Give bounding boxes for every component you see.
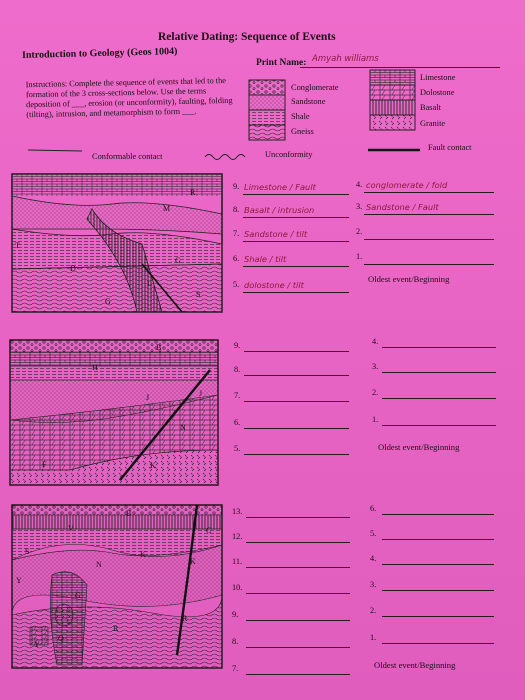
s1-row4-answer[interactable]: conglomerate / fold <box>366 180 448 190</box>
s2-row2-number: 2. <box>372 388 379 397</box>
s1-oldest-label: Oldest event/Beginning <box>368 274 450 284</box>
section2-label-f: F <box>42 460 47 469</box>
section1-label-g: G <box>175 256 181 265</box>
s3-row7-line[interactable] <box>246 674 350 675</box>
s1-row1-number: 1. <box>356 252 363 261</box>
s3-row8-number: 8. <box>232 637 239 646</box>
s3-row12-number: 12. <box>232 532 243 541</box>
legend-sandstone: Sandstone <box>291 97 326 106</box>
s1-row7-line <box>243 241 349 242</box>
section1-label-m: M <box>163 204 171 213</box>
s1-row4-number: 4. <box>356 180 363 189</box>
s3-row2-line[interactable] <box>382 616 494 617</box>
s1-row9-line <box>243 194 349 195</box>
section3-label-y: Y <box>16 576 22 585</box>
section3-label-y2: Y <box>34 640 40 649</box>
section1-label-r: R <box>190 188 196 197</box>
s3-row1-number: 1. <box>370 633 377 642</box>
s1-row8-answer[interactable]: Basalt / intrusion <box>244 205 315 215</box>
s3-row5-number: 5. <box>370 529 377 538</box>
s2-row5-line[interactable] <box>244 454 349 455</box>
section2-label-j2: J <box>199 389 203 398</box>
s1-row4-line <box>364 192 494 193</box>
s1-row5-answer[interactable]: dolostone / tilt <box>244 280 304 290</box>
section1-label-s: S <box>196 290 201 299</box>
section2-label-k: K <box>150 461 156 470</box>
s1-row6-line <box>243 266 349 267</box>
section3-label-r2: R <box>182 614 188 623</box>
s3-row5-line[interactable] <box>382 539 494 540</box>
section2-label-h: H <box>92 363 98 372</box>
s1-row5-number: 5. <box>233 280 240 289</box>
s3-row4-number: 4. <box>370 554 377 563</box>
s1-row1-line[interactable] <box>364 264 494 265</box>
s2-row7-line[interactable] <box>244 401 349 402</box>
s1-row3-number: 3. <box>356 202 363 211</box>
s3-row8-line[interactable] <box>246 647 350 648</box>
worksheet-title: Relative Dating: Sequence of Events <box>158 31 336 43</box>
legend-shale: Shale <box>291 112 310 121</box>
s2-row9-number: 9. <box>234 341 241 350</box>
s3-row7-number: 7. <box>232 664 239 673</box>
s3-row12-line[interactable] <box>246 542 350 543</box>
s1-row9-answer[interactable]: Limestone / Fault <box>244 182 316 192</box>
course-title: Introduction to Geology (Geos 1004) <box>21 45 178 62</box>
section3-label-r: R <box>113 624 119 633</box>
s2-oldest-label: Oldest event/Beginning <box>378 442 460 452</box>
cross-section-3 <box>12 505 224 670</box>
section2-label-b: B <box>156 343 162 352</box>
s2-row1-line[interactable] <box>382 425 496 426</box>
s2-row6-number: 6. <box>234 418 241 427</box>
s2-row9-line[interactable] <box>244 351 349 352</box>
s2-row3-line[interactable] <box>382 372 496 373</box>
section1-label-l: L <box>147 279 152 288</box>
s2-row5-number: 5. <box>234 444 241 453</box>
s2-row3-number: 3. <box>372 362 379 371</box>
legend-conformable-contact: Conformable contact <box>92 152 163 161</box>
s3-row9-line[interactable] <box>246 620 350 621</box>
legend-basalt: Basalt <box>420 103 441 112</box>
legend-dolostone: Dolostone <box>420 88 455 97</box>
legend-granite: Granite <box>420 119 446 128</box>
section3-label-g: G <box>75 591 81 600</box>
s3-row9-number: 9. <box>232 610 239 619</box>
s1-row8-line <box>243 217 349 218</box>
s3-row13-line[interactable] <box>246 517 350 518</box>
legend-gneiss: Gneiss <box>291 127 314 136</box>
instructions-text: Instructions: Complete the sequence of events that led to the formation of the 3 cross-sections below. Use the terms deposition of ___, erosion (or unconformity), faulting, folding (tilting), intrusion, and metamorphism to form ___. <box>25 76 233 120</box>
s2-row6-line[interactable] <box>244 428 349 429</box>
legend-unconformity: Unconformity <box>265 150 313 159</box>
section3-label-q: Q <box>58 634 64 643</box>
s1-row9-number: 9. <box>233 182 240 191</box>
print-name-label: Print Name: <box>256 58 307 68</box>
s3-row3-line[interactable] <box>382 590 494 591</box>
section3-label-s: S <box>25 547 30 556</box>
s3-row2-number: 2. <box>370 606 377 615</box>
s1-row3-answer[interactable]: Sandstone / Fault <box>366 202 439 212</box>
legend-conglomerate: Conglomerate <box>291 83 339 92</box>
s3-row6-number: 6. <box>370 504 377 513</box>
s1-row7-answer[interactable]: Sandstone / tilt <box>244 229 308 239</box>
section3-label-c: C <box>206 526 212 535</box>
s3-row10-line[interactable] <box>246 593 350 594</box>
s3-row11-line[interactable] <box>246 567 350 568</box>
s3-oldest-label: Oldest event/Beginning <box>374 660 456 670</box>
s2-row4-number: 4. <box>372 337 379 346</box>
section2-label-j: J <box>146 393 150 402</box>
s1-row3-line <box>364 214 494 215</box>
s3-row4-line[interactable] <box>382 564 494 565</box>
s3-row1-line[interactable] <box>382 643 494 644</box>
section1-label-d: D <box>70 264 76 273</box>
s2-row4-line[interactable] <box>382 347 496 348</box>
s2-row7-number: 7. <box>234 391 241 400</box>
section1-label-g2: G <box>105 297 111 306</box>
s1-row2-number: 2. <box>356 227 363 236</box>
s3-row6-line[interactable] <box>382 514 494 515</box>
s3-row10-number: 10. <box>232 583 243 592</box>
s2-row8-number: 8. <box>234 365 241 374</box>
section2-label-n: N <box>180 423 186 432</box>
legend-fault-contact: Fault contact <box>428 143 472 152</box>
s3-row13-number: 13. <box>232 507 243 516</box>
s3-row3-number: 3. <box>370 580 377 589</box>
s2-row2-line[interactable] <box>382 398 496 399</box>
s2-row1-number: 1. <box>372 415 379 424</box>
s1-row8-number: 8. <box>233 205 240 214</box>
s1-row6-answer[interactable]: Shale / tilt <box>244 254 287 264</box>
s1-row7-number: 7. <box>233 229 240 238</box>
s1-row2-line[interactable] <box>364 239 494 240</box>
section3-label-v: V <box>68 524 74 533</box>
legend-limestone: Limestone <box>420 73 456 82</box>
section3-label-n: N <box>96 560 102 569</box>
s3-row11-number: 11. <box>232 557 243 566</box>
student-name: Amyah williams <box>312 54 379 64</box>
s2-row8-line[interactable] <box>244 375 349 376</box>
section3-label-b: B <box>126 509 132 518</box>
section1-label-t: T <box>15 241 20 250</box>
s1-row5-line <box>243 292 349 293</box>
section3-label-k: K <box>140 550 146 559</box>
s1-row6-number: 6. <box>233 254 240 263</box>
section3-label-k2: K <box>190 557 196 566</box>
